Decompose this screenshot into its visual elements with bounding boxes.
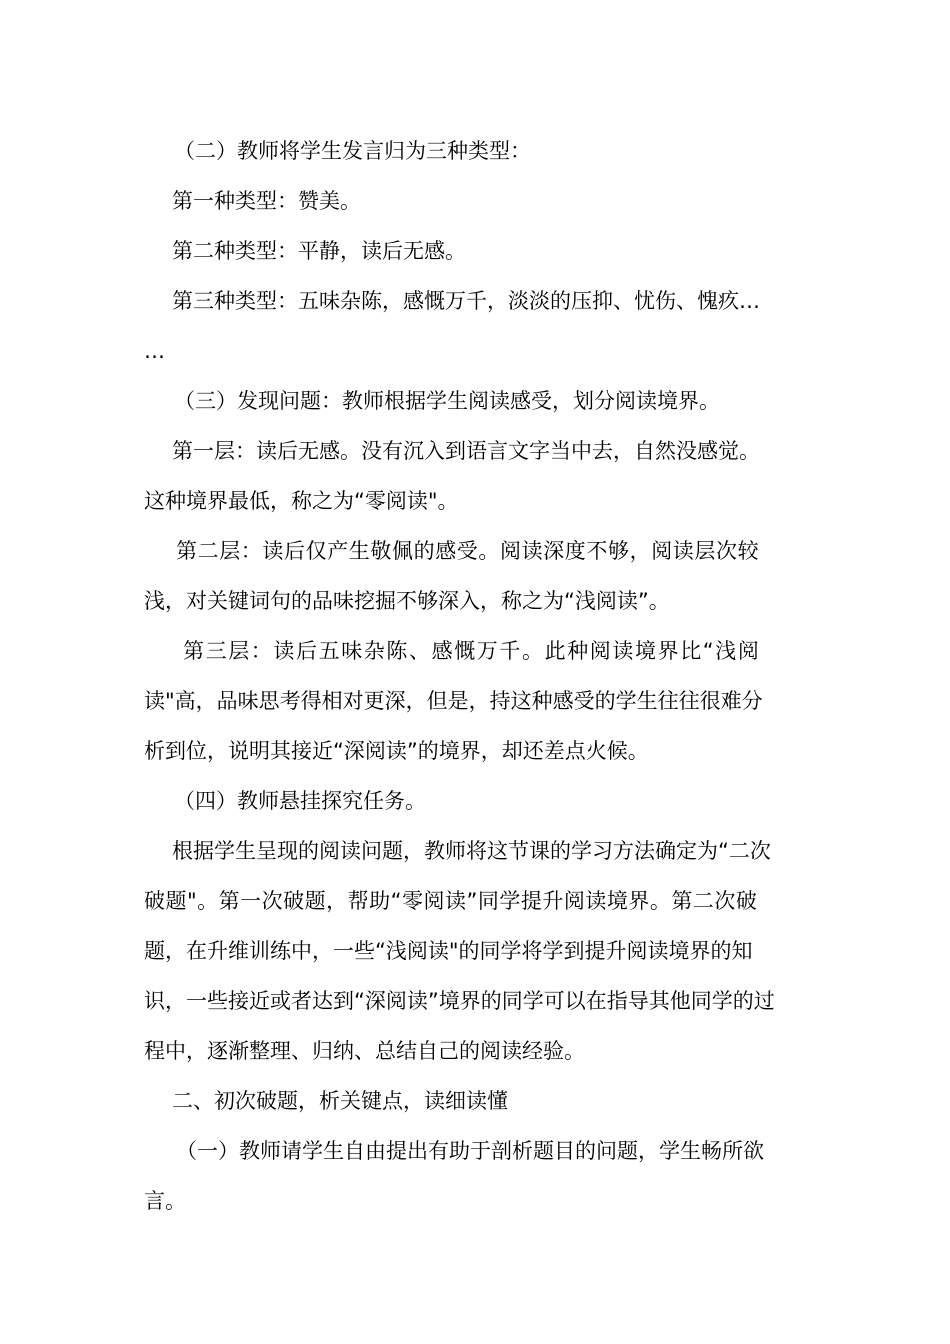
level-2-line: 第二层：读后仅产生敬佩的感受。阅读深度不够，阅读层次较 [176,539,760,563]
level-3-line-cont-1: 读"高，品味思考得相对更深，但是，持这种感受的学生往往很难分 [144,689,763,713]
subsection-heading-1: （一）教师请学生自由提出有助于剖析题目的问题，学生畅所欲 [176,1139,764,1163]
type-3-line-cont: … [144,339,165,363]
subsection-heading-1-cont: 言。 [144,1189,186,1213]
level-3-line: 第三层：读后五味杂陈、感慨万千。此种阅读境界比“浅阅 [183,639,761,663]
type-3-line: 第三种类型：五味杂陈，感慨万千，淡淡的压抑、忧伤、愧疚… [172,289,760,313]
paragraph-heading-3: （三）发现问题：教师根据学生阅读感受，划分阅读境界。 [174,389,720,413]
method-line: 根据学生呈现的阅读问题，教师将这节课的学习方法确定为“二次 [172,839,771,863]
type-1-line: 第一种类型：赞美。 [172,189,361,213]
method-line-cont-4: 程中，逐渐整理、归纳、总结自己的阅读经验。 [144,1039,585,1063]
method-line-cont-1: 破题"。第一次破题，帮助“零阅读”同学提升阅读境界。第二次破 [144,889,758,913]
level-2-line-cont: 浅，对关键词句的品味挖掘不够深入，称之为“浅阅读”。 [144,589,670,613]
level-1-line-cont: 这种境界最低，称之为“零阅读"。 [144,489,459,513]
method-line-cont-2: 题，在升维训练中，一些“浅阅读"的同学将学到提升阅读境界的知 [144,939,753,963]
method-line-cont-3: 识，一些接近或者达到“深阅读”境界的同学可以在指导其他同学的过 [144,989,775,1013]
level-3-line-cont-2: 析到位，说明其接近“深阅读”的境界，却还差点火候。 [144,739,649,763]
type-2-line: 第二种类型：平静，读后无感。 [172,239,466,263]
section-heading-2: 二、初次破题，析关键点，读细读懂 [172,1089,508,1113]
level-1-line: 第一层：读后无感。没有沉入到语言文字当中去，自然没感觉。 [172,439,760,463]
paragraph-heading-4: （四）教师悬挂探究任务。 [174,789,426,813]
paragraph-heading-2: （二）教师将学生发言归为三种类型： [174,139,531,163]
